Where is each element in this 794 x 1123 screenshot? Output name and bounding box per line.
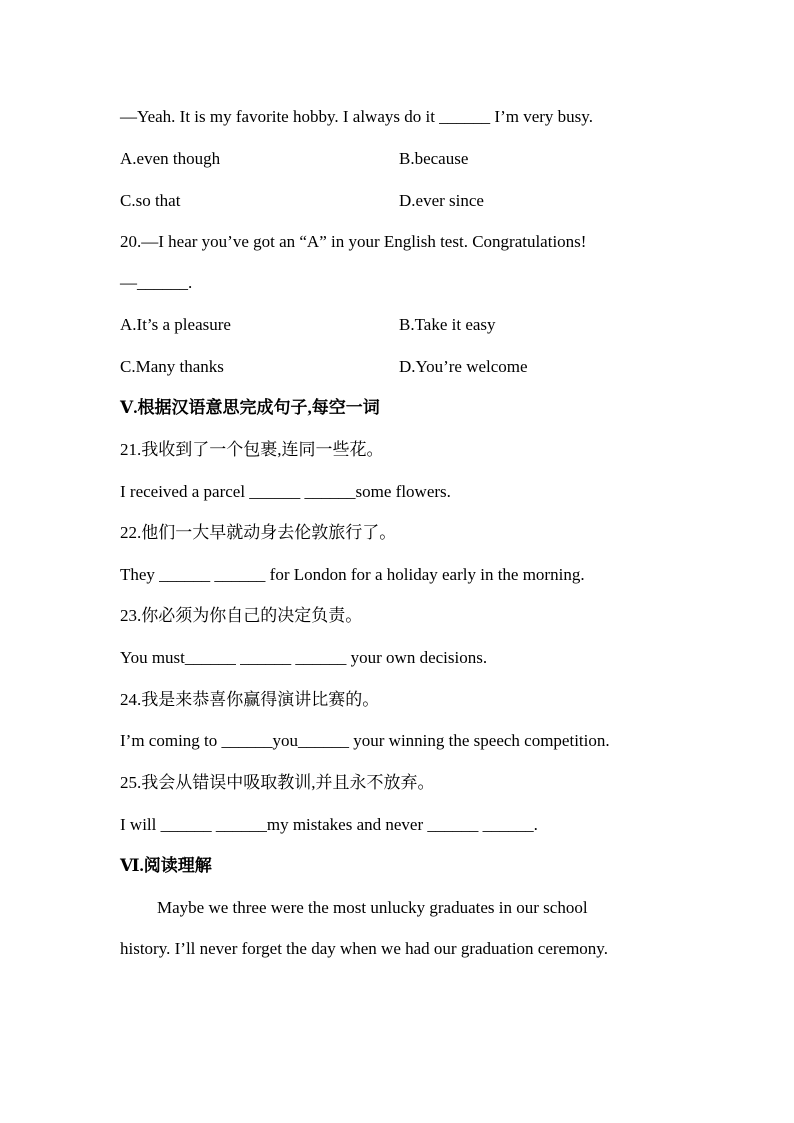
q19-option-b: B.because: [399, 149, 469, 168]
q25-english: I will ______ ______my mistakes and never ______ ______.: [120, 815, 538, 834]
q20-option-b: B.Take it easy: [399, 315, 496, 334]
q21-chinese: 21.我收到了一个包裹,连同一些花。: [120, 440, 384, 459]
q20-answer-line: —______.: [120, 273, 193, 292]
q23-english: You must______ ______ ______ your own decisions.: [120, 648, 488, 667]
q19-answer-line: —Yeah. It is my favorite hobby. I always do it ______ I’m very busy.: [120, 107, 593, 126]
q19-option-d: D.ever since: [399, 191, 484, 210]
q19-option-a: A.even though: [120, 149, 221, 168]
reading-paragraph-line2: history. I’ll never forget the day when we had our graduation ceremony.: [120, 939, 608, 958]
q20-option-d: D.You’re welcome: [399, 357, 528, 376]
q24-chinese: 24.我是来恭喜你赢得演讲比赛的。: [120, 690, 380, 709]
q19-option-c: C.so that: [120, 191, 181, 210]
reading-paragraph-line1: Maybe we three were the most unlucky graduates in our school: [157, 898, 588, 917]
q22-english: They ______ ______ for London for a holiday early in the morning.: [120, 565, 585, 584]
q20-question: 20.—I hear you’ve got an “A” in your English test. Congratulations!: [120, 232, 587, 251]
q20-option-c: C.Many thanks: [120, 357, 224, 376]
q21-english: I received a parcel ______ ______some flowers.: [120, 482, 451, 501]
q22-chinese: 22.他们一大早就动身去伦敦旅行了。: [120, 523, 397, 542]
q20-option-a: A.It’s a pleasure: [120, 315, 231, 334]
section6-heading: Ⅵ.阅读理解: [120, 856, 212, 875]
q23-chinese: 23.你必须为你自己的决定负责。: [120, 606, 363, 625]
q25-chinese: 25.我会从错误中吸取教训,并且永不放弃。: [120, 773, 435, 792]
q24-english: I’m coming to ______you______ your winning the speech competition.: [120, 731, 610, 750]
section5-heading: Ⅴ.根据汉语意思完成句子,每空一词: [120, 398, 380, 417]
